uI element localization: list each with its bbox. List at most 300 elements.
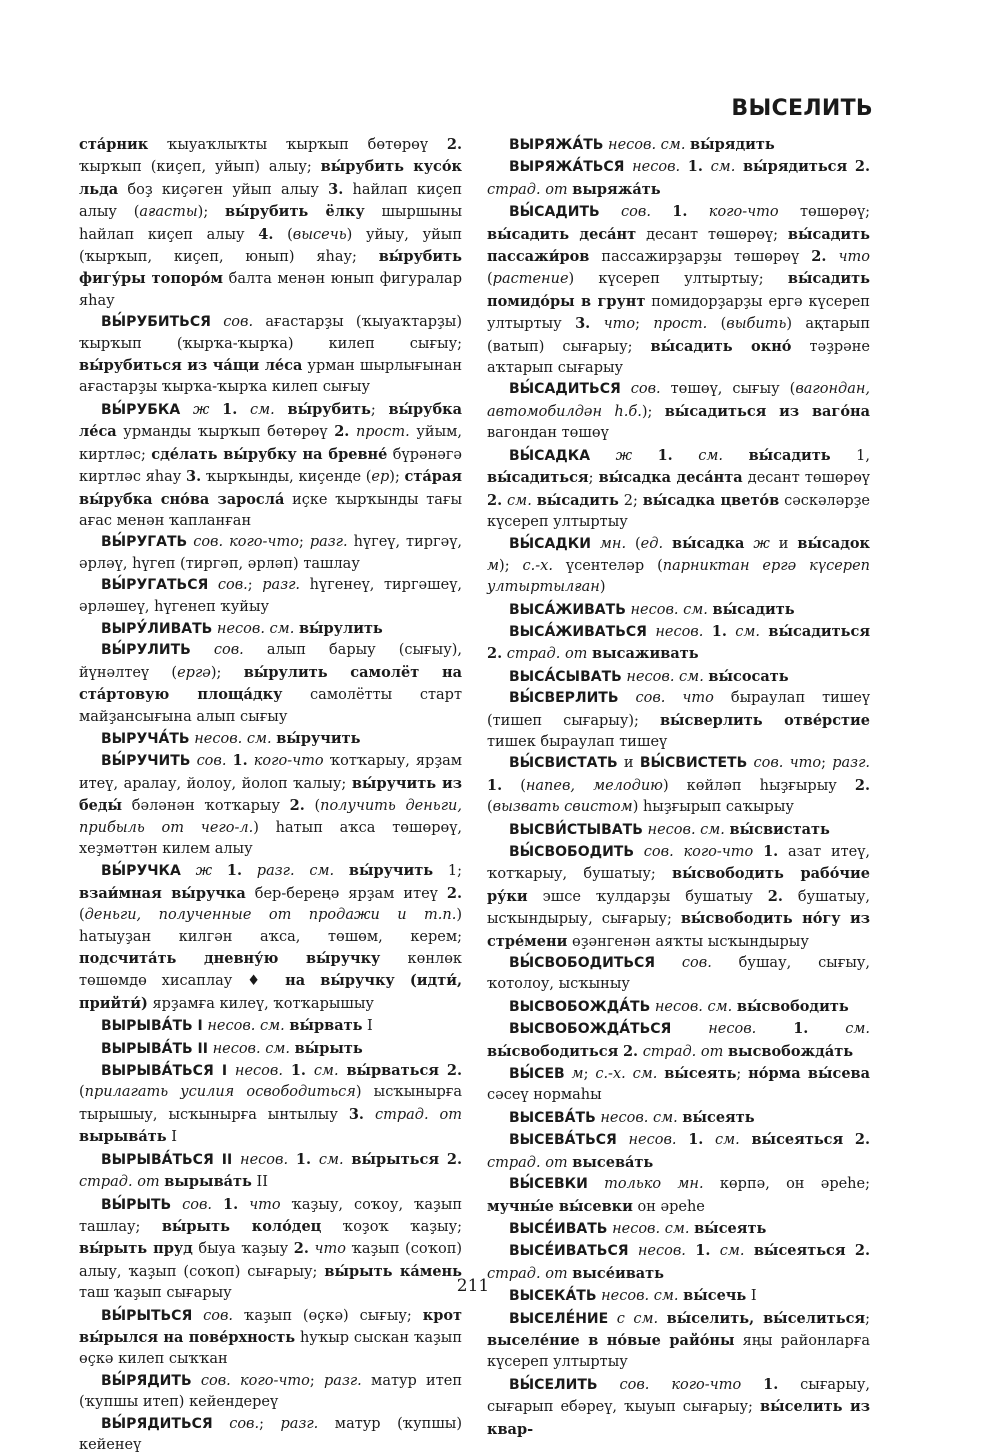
definition-text: );: [197, 204, 225, 221]
bold-phrase: 1.: [232, 752, 248, 770]
definition-text: [600, 204, 621, 220]
grammar-label: несов. см.: [630, 601, 708, 618]
bold-phrase: 2.: [854, 1242, 871, 1260]
right-column: [487, 134, 870, 1441]
bold-phrase: вы́сеяться: [751, 1131, 844, 1149]
definition-text: ;: [259, 1415, 281, 1432]
definition-text: );: [641, 403, 665, 420]
definition-text: [621, 381, 631, 397]
definition-text: тәҙрәне аҡтарып сығарыу: [487, 338, 870, 377]
dictionary-entry: [79, 1038, 462, 1060]
bold-phrase: 1.: [487, 776, 503, 794]
bold-phrase: вы́рыться: [351, 1150, 440, 1168]
definition-text: (: [273, 226, 293, 243]
bold-phrase: вы́садка цвето́в: [642, 491, 780, 509]
grammar-label: несов. см.: [626, 668, 704, 685]
definition-text: ) көйләп һыҙғырыу: [662, 777, 855, 794]
definition-text: [846, 1243, 855, 1259]
definition-text: [687, 204, 708, 220]
grammar-label: несов.: [708, 1021, 757, 1038]
bold-phrase: мучны́е вы́севки: [487, 1197, 633, 1215]
dictionary-entry: [487, 819, 870, 841]
bold-phrase: вы́рулить: [298, 619, 383, 637]
headword: ВЫ́СВОБОДИТЬ: [509, 844, 635, 860]
bold-phrase: сде́лать вы́рубку на бревне́: [151, 445, 388, 463]
definition-text: (: [502, 777, 526, 794]
headword: ВЫСА́ЖИВАТЬСЯ: [509, 623, 647, 640]
grammar-label: несов.: [240, 1151, 289, 1168]
grammar-label: см.: [845, 1021, 871, 1038]
running-head: ВЫСЕЛИТЬ: [731, 96, 873, 121]
grammar-label: парниктан ергә күсереп ултыртылған: [487, 557, 870, 596]
definition-text: [826, 249, 838, 265]
definition-text: ) һатыуҙан килгән аҡса, төшөм, керем;: [79, 907, 462, 945]
definition-text: [306, 1063, 314, 1079]
definition-text: ҡаҙыу, соҡоу, ҡаҙып ташлау;: [79, 1196, 463, 1235]
dictionary-entry: [79, 134, 462, 312]
definition-text: тишек быраулап тишеү: [487, 733, 668, 750]
definition-text: урманды ҡырҡып бөтөрөү: [116, 424, 335, 441]
dictionary-entry: [487, 599, 870, 621]
definition-text: һайлап киҫеп алыу (: [79, 181, 462, 221]
grammar-label: с.-х.: [522, 557, 553, 574]
bold-phrase: вы́рубка ле́са: [79, 400, 463, 441]
definition-text: [238, 1197, 249, 1213]
grammar-label: вагондан, автомобилдән һ.б.: [487, 381, 871, 420]
definition-text: [565, 1066, 572, 1082]
dictionary-entry: [79, 728, 462, 750]
definition-text: сәсеү нормаһы: [487, 1087, 602, 1104]
grammar-label: несов. см.: [608, 137, 686, 153]
definition-text: 2;: [618, 492, 643, 509]
definition-text: бер-береңә ярҙам итеү: [245, 885, 447, 902]
grammar-label: сов.: [196, 753, 227, 770]
bold-phrase: высева́ть: [572, 1153, 654, 1171]
bold-phrase: вы́свободить рабо́чие ру́ки: [487, 865, 870, 905]
definition-text: [651, 204, 672, 220]
definition-text: он әреһе: [632, 1198, 705, 1215]
bold-phrase: 2.: [446, 1150, 463, 1168]
bold-phrase: вы́садить: [748, 446, 831, 464]
dictionary-entry: [79, 1371, 462, 1414]
definition-text: I: [746, 1288, 757, 1305]
grammar-label: кого-что: [708, 204, 779, 221]
grammar-label: разг.: [262, 577, 301, 594]
definition-text: [703, 159, 711, 175]
headword: ВЫРЫВА́ТЬ I: [101, 1018, 203, 1035]
definition-text: эшсе ҡулдарҙы бушатыу: [527, 888, 768, 905]
dictionary-entry: [79, 399, 462, 532]
definition-text: [181, 863, 196, 879]
definition-text: сығарыу, сығарып ебәреү, ҡыуып сығарыу;: [487, 1376, 871, 1416]
definition-text: ) һатып аҡса төшөрөү, хеҙмәттән килем алыу: [79, 819, 463, 857]
grammar-label: несов.: [637, 1243, 686, 1260]
definition-text: [710, 1243, 719, 1259]
grammar-label: см.: [313, 1063, 339, 1080]
definition-text: өҙәнгенән аяҡты ысҡындырыу: [567, 933, 809, 950]
definition-text: [209, 402, 222, 418]
dictionary-entry: [487, 621, 870, 666]
bold-phrase: вы́рваться: [346, 1062, 440, 1080]
bold-phrase: вы́садить деса́нт: [487, 225, 637, 243]
grammar-label: см.: [715, 1132, 740, 1149]
definition-text: [311, 1152, 319, 1168]
bold-phrase: 2.: [487, 645, 503, 663]
grammar-label: ер: [371, 469, 390, 486]
grammar-label: несов.: [632, 159, 681, 176]
grammar-label: напев, мелодию: [525, 777, 663, 794]
grammar-label: несов.: [234, 1063, 283, 1080]
definition-text: азат итеү, ҡотҡарыу, бушатыу;: [487, 844, 871, 883]
bold-phrase: 1.: [222, 1195, 239, 1213]
definition-text: [590, 448, 616, 464]
headword: ВЫ́РУЛИТЬ: [101, 642, 191, 659]
definition-text: (: [626, 536, 641, 553]
grammar-label: страд. от: [79, 1174, 160, 1191]
bold-phrase: вы́свистать: [729, 820, 830, 838]
bold-phrase: 1.: [688, 1131, 704, 1149]
dictionary-entry: [487, 156, 870, 201]
definition-text: [740, 1132, 752, 1148]
bold-phrase: 1.: [793, 1020, 809, 1038]
grammar-label: см.: [318, 1151, 344, 1168]
grammar-label: сов.: [203, 1307, 234, 1324]
grammar-label: м: [571, 1066, 584, 1083]
bold-phrase: вы́садок: [797, 535, 871, 553]
bold-phrase: высвобожда́ть: [727, 1042, 854, 1060]
grammar-label: сов.: [182, 1196, 213, 1213]
grammar-label: сов. кого-что: [643, 844, 754, 860]
bold-phrase: вы́рядиться: [742, 158, 848, 176]
headword: ВЫ́СВИСТЕТЬ: [639, 755, 748, 772]
definition-text: сәскәләрҙе күсереп ултыртыу: [487, 492, 870, 530]
definition-text: көнлөк төшөмдө хисаплау ♦: [79, 951, 462, 990]
definition-text: [663, 536, 672, 552]
definition-text: [680, 159, 688, 175]
grammar-label: вызвать свистом: [492, 799, 633, 816]
grammar-label: несов. см.: [612, 1220, 690, 1237]
dictionary-entry: [79, 1015, 462, 1037]
definition-text: [598, 1377, 620, 1393]
headword: ВЫРУЧА́ТЬ: [101, 730, 190, 747]
definition-text: [744, 1243, 753, 1259]
headword: ВЫСА́СЫВАТЬ: [509, 668, 622, 685]
headword: ВЫСВОБОЖДА́ТЬ: [509, 998, 651, 1015]
definition-text: ;: [247, 577, 263, 594]
definition-text: ҡаҙып (өҫкә) сығыу;: [233, 1307, 423, 1324]
grammar-label: страд. от: [642, 1043, 724, 1060]
definition-text: уйым, киртләс;: [79, 424, 463, 463]
grammar-label: страд. от: [487, 181, 568, 198]
definition-text: матур (ҡупшы) кейенеү: [79, 1415, 463, 1453]
definition-text: [665, 690, 682, 706]
definition-text: десант төшөрөү: [742, 470, 870, 487]
definition-text: ): [599, 579, 606, 596]
headword: ВЫ́САДКА: [509, 447, 591, 464]
bold-phrase: вы́садка: [672, 535, 745, 553]
grammar-label: только мн.: [604, 1176, 704, 1193]
definition-text: [237, 402, 250, 418]
definition-text: [744, 536, 753, 552]
bold-phrase: 2.: [622, 1042, 639, 1060]
bold-phrase: 2.: [293, 1240, 309, 1258]
definition-text: ;: [309, 1372, 325, 1389]
bold-phrase: вы́рулить самолёт на ста́ртовую площа́дку: [79, 663, 462, 704]
definition-text: ;: [588, 470, 599, 487]
headword: ВЫ́РУЧИТЬ: [101, 753, 191, 770]
bold-phrase: вы́садиться: [768, 622, 871, 640]
dictionary-entry: [487, 379, 870, 444]
definition-text: [192, 1308, 203, 1324]
definition-text: ҡоҙоҡ ҡаҙыу;: [321, 1218, 462, 1235]
bold-phrase: 3.: [575, 315, 591, 333]
headword: ВЫРЫВА́ТЬСЯ II: [101, 1151, 233, 1168]
headword: ВЫ́САДИТЬ: [509, 204, 600, 221]
grammar-label: сов.: [681, 955, 712, 972]
dictionary-entry: [79, 1149, 462, 1194]
grammar-label: страд. от: [374, 1106, 463, 1123]
definition-text: ) күсереп ултыртыу;: [568, 271, 788, 288]
bold-phrase: вы́рубить: [287, 400, 371, 418]
definition-text: ;: [736, 1066, 749, 1083]
bold-phrase: вы́рыть пруд: [79, 1240, 193, 1258]
grammar-label: см.: [250, 401, 275, 418]
bold-phrase: вы́садить: [712, 600, 795, 618]
grammar-label: ж: [753, 536, 770, 553]
definition-text: самолётты старт майҙансығына алып сығыу: [79, 687, 462, 725]
grammar-label: с.-х. см.: [595, 1066, 658, 1083]
definition-text: [843, 1132, 855, 1148]
headword: ВЫ́РЫТЬ: [101, 1196, 172, 1213]
headword: ВЫ́РУБКА: [101, 401, 181, 418]
grammar-label: несов. см.: [194, 730, 272, 747]
definition-text: помидорҙарҙы ергә күсереп ултыртыу: [487, 293, 870, 333]
definition-text: балта менән юнып фигуралар яһау: [79, 271, 462, 309]
bold-phrase: вы́садить окно́: [650, 337, 792, 355]
definition-text: [677, 1132, 689, 1148]
grammar-label: сов.: [213, 642, 244, 659]
definition-text: [439, 1152, 447, 1168]
grammar-label: несов. см.: [601, 1288, 679, 1305]
grammar-label: кого-что: [253, 753, 324, 770]
bold-phrase: 1.: [695, 1242, 711, 1260]
definition-text: [723, 448, 749, 464]
bold-phrase: 1.: [687, 158, 703, 176]
definition-text: I: [166, 1129, 177, 1146]
headword: ВЫСА́ЖИВАТЬ: [509, 601, 626, 618]
bold-phrase: вы́рубить фигу́ры топоро́м: [79, 248, 462, 288]
bold-phrase: 1.: [657, 446, 673, 464]
bold-phrase: 2.: [487, 491, 503, 509]
headword: ВЫСВОБОЖДА́ТЬСЯ: [509, 1021, 672, 1038]
bold-phrase: 1.: [295, 1150, 312, 1168]
definition-text: көрпә, он әреһе;: [703, 1176, 870, 1193]
dictionary-entry: [79, 1060, 462, 1149]
bold-phrase: вы́сеяться: [753, 1242, 846, 1260]
grammar-label: что: [682, 690, 714, 707]
definition-text: [227, 1063, 235, 1079]
grammar-label: ед.: [640, 536, 664, 553]
grammar-label: деньги, полученные от продажи и т.п.: [84, 907, 457, 924]
definition-text: [624, 159, 632, 175]
bold-phrase: 1.: [290, 1062, 306, 1080]
grammar-label: разг.: [309, 534, 348, 551]
grammar-label: ағасты: [139, 204, 198, 221]
bold-phrase: вы́рубить ёлку: [224, 203, 365, 221]
definition-text: [617, 1132, 629, 1148]
definition-text: быраулап тишеү (тишеп сығарыу);: [487, 690, 871, 729]
dictionary-entry: [487, 1374, 870, 1441]
grammar-label: сов. что: [753, 755, 822, 772]
grammar-label: разг.: [324, 1372, 362, 1389]
definition-text: [288, 1152, 296, 1168]
bold-phrase: 2.: [446, 1062, 463, 1080]
definition-text: и: [617, 755, 640, 772]
definition-text: [808, 1021, 845, 1037]
bold-phrase: вы́рубиться из ча́щи ле́са: [79, 357, 303, 375]
dictionary-entry: [487, 1018, 870, 1063]
definition-text: [191, 642, 214, 658]
definition-text: [756, 1021, 793, 1037]
grammar-label: сов.: [635, 690, 666, 707]
grammar-label: сов.: [223, 314, 254, 331]
grammar-label: сов. кого-что: [619, 1376, 742, 1393]
definition-text: ҡыуаҡлыҡты ҡырҡып бөтөрөү: [148, 137, 447, 153]
bold-phrase: подсчита́ть дневну́ю вы́ручку: [79, 950, 381, 968]
definition-text: [671, 1021, 708, 1037]
bold-phrase: вы́рыть ка́мень: [324, 1262, 462, 1280]
grammar-label: см.: [735, 623, 761, 640]
headword: ВЫСЕ́ИВАТЬСЯ: [509, 1243, 629, 1260]
grammar-label: несов. см.: [647, 821, 725, 838]
definition-text: ;: [583, 1066, 596, 1083]
bold-phrase: 1.: [763, 1375, 779, 1393]
definition-text: [655, 955, 682, 971]
definition-text: [619, 690, 636, 706]
definition-text: иҫке ҡырҡынды тағы ағас менән ҡапланған: [79, 491, 462, 529]
definition-text: ;: [635, 316, 654, 333]
definition-text: [608, 1311, 617, 1327]
bold-phrase: крот вы́рылся на пове́рхность: [79, 1306, 463, 1346]
definition-text: пассажирҙарҙы төшөрөү: [589, 249, 812, 266]
definition-text: [847, 159, 855, 175]
grammar-label: несов. см.: [216, 620, 295, 637]
definition-text: [208, 577, 218, 593]
definition-text: (: [707, 316, 727, 333]
definition-text: [634, 844, 644, 860]
definition-text: боҙ киҫәген уйып алыу: [118, 181, 329, 198]
grammar-label: прилагать усилия освободиться: [84, 1084, 356, 1101]
bold-phrase: 1.: [763, 843, 779, 860]
grammar-label: что: [249, 1196, 281, 1213]
dictionary-entry: [487, 1174, 870, 1218]
headword: ВЫ́РУЧКА: [101, 863, 181, 880]
definition-text: );: [389, 469, 405, 486]
bold-phrase: 2.: [854, 158, 870, 176]
headword: ВЫСЕВА́ТЬ: [509, 1109, 596, 1126]
bold-phrase: вы́ручить из беды́: [79, 774, 462, 815]
definition-text: [629, 1243, 638, 1259]
headword: ВЫ́СВОБОДИТЬСЯ: [509, 955, 656, 972]
dictionary-entry: [79, 312, 462, 399]
dictionary-entry: [487, 201, 870, 379]
definition-text: вагондан төшөү: [487, 425, 609, 442]
dictionary-entry: [487, 1063, 870, 1107]
definition-text: ҡотҡарыу, ярҙам итеү, аралау, йолоу, йолоп ҡалыу;: [79, 753, 463, 792]
grammar-label: сов.: [621, 204, 651, 221]
bold-phrase: вы́садиться из ваго́на: [664, 402, 870, 420]
bold-phrase: вы́сеять: [682, 1108, 755, 1126]
headword: ВЫ́РЯДИТЬ: [101, 1372, 192, 1389]
headword: ВЫ́РУГАТЬСЯ: [101, 577, 209, 594]
grammar-label: ж: [192, 401, 210, 418]
dictionary-entry: [79, 618, 462, 640]
bold-phrase: 2.: [811, 248, 827, 266]
definition-text: үсентеләр (: [552, 557, 663, 574]
dictionary-entry: [79, 750, 462, 860]
definition-text: [212, 863, 227, 879]
grammar-label: растение: [492, 271, 569, 288]
definition-text: [753, 844, 763, 860]
definition-text: һуҡыр сыскан ҡаҙып өҫкә килеп сыҡҡан: [79, 1329, 463, 1368]
definition-text: һүгеү, тиргәү, әрләү, һүгеп (тиргәп, әрләп) ташлау: [79, 534, 463, 572]
bold-phrase: вы́садка деса́нта: [598, 469, 743, 487]
definition-text: ) ақтарып (ватып) сығарыу;: [487, 316, 871, 355]
definition-text: ) уйыу, уйып (ҡырҡып, киҫеп, юнып) яһау;: [79, 226, 462, 266]
grammar-label: страд. от: [487, 1265, 568, 1282]
dictionary-entry: [487, 753, 870, 818]
grammar-label: см.: [698, 447, 724, 464]
bold-phrase: 2.: [334, 423, 350, 441]
headword: ВЫРЫВА́ТЬ II: [101, 1040, 208, 1057]
bold-phrase: вы́садиться: [487, 469, 589, 487]
definition-text: алып барыу (сығыу), йүнәлтеү (: [79, 642, 462, 681]
grammar-label: сов. кого-что: [193, 534, 299, 551]
bold-phrase: ста́рник: [79, 136, 149, 153]
dictionary-entry: [79, 640, 462, 728]
headword: ВЫРЯЖА́ТЬСЯ: [509, 159, 625, 176]
dictionary-entry: [487, 953, 870, 996]
headword: ВЫ́СЕВ: [509, 1066, 565, 1083]
bold-phrase: вы́рядить: [690, 136, 775, 153]
grammar-label: что: [314, 1241, 346, 1258]
grammar-label: мн.: [599, 536, 627, 553]
bold-phrase: вырыва́ть: [79, 1128, 167, 1146]
dictionary-entry: [79, 1305, 462, 1371]
dictionary-entry: [487, 996, 870, 1018]
bold-phrase: 3.: [328, 180, 344, 198]
definition-text: [588, 1176, 604, 1192]
headword: ВЫСВИ́СТЫВАТЬ: [509, 821, 643, 838]
bold-phrase: вы́свободить но́гу из стре́мени: [487, 910, 870, 950]
bold-phrase: взаи́мная вы́ручка: [79, 884, 246, 902]
definition-text: яңы районларға күсереп ултыртыу: [487, 1332, 871, 1371]
definition-text: 1,: [830, 447, 871, 464]
grammar-label: ж: [615, 447, 633, 464]
grammar-label: несов.: [628, 1132, 677, 1149]
definition-text: бүрәнәгә киртләс яһау: [79, 446, 462, 486]
headword: ВЫ́САДИТЬСЯ: [509, 381, 621, 398]
grammar-label: сов.: [229, 1415, 260, 1432]
headword: ВЫРЫВА́ТЬСЯ I: [101, 1063, 228, 1080]
definition-text: [727, 624, 735, 640]
definition-text: ;: [865, 1310, 870, 1327]
dictionary-entry: [487, 688, 870, 753]
grammar-label: разг.: [832, 755, 871, 772]
definition-text: и: [769, 536, 798, 553]
grammar-label: выбить: [726, 316, 787, 333]
definition-text: [180, 402, 193, 418]
